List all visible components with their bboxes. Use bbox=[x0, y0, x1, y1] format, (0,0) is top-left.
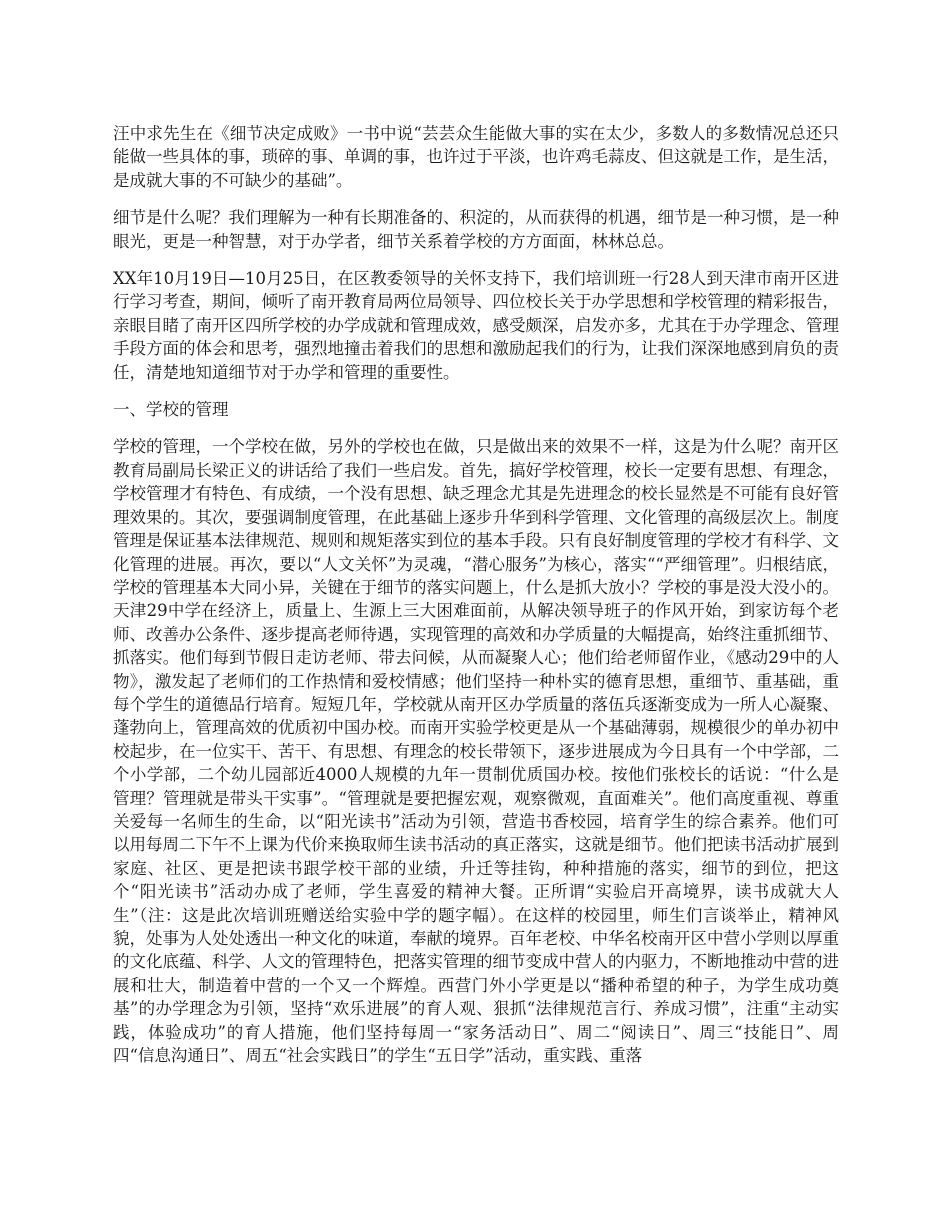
section-heading-school-management: 一、学校的管理 bbox=[113, 400, 229, 420]
paragraph-what-is-detail: 细节是什么呢？我们理解为一种有长期准备的、积淀的，从而获得的机遇，细节是一种习惯，是一种眼光，更是一种智慧，对于办学者，细节关系着学校的方方面面，林林总总。 bbox=[113, 208, 839, 251]
paragraph-school-management: 学校的管理，一个学校在做，另外的学校也在做，只是做出来的效果不一样，这是为什么呢？南开区教育局副局长梁正义的讲话给了我们一些启发。首先，搞好学校管理，校长一定要有思想、有理念，学校管理才有特色、有成绩，一个没有思想、缺乏理念尤其是先进理念的校长显然是不可能有良好管理效果的。其次，要强调制度管理，在此基础上逐步升华到科学管理、文化管理的高级层次上。制度管理是保证基本法律规范、规则和规矩落实到位的基本手段。只有良好制度管理的学校才有科学、文化管理的进展。再次，要以“人文关怀”为灵魂，“潜心服务”为核心，落实““严细管理”。归根结底，学校的管理基本大同小异，关键在于细节的落实问题上，什么是抓大放小？学校的事是没大没小的。天津29中学在经济上，质量上、生源上三大困难面前，从解决领导班子的作风开始，到家访每个老师、改善办公条件、逐步提高老师待遇，实现管理的高效和办学质量的大幅提高，始终注重抓细节、抓落实。他们每到节假日走访老师、带去问候，从而凝聚人心；他们给老师留作业，《感动29中的人物》，激发起了老师们的工作热情和爱校情感；他们坚持一种朴实的德育思想，重细节、重基础，重每个学生的道德品行培育。短短几年，学校就从南开区办学质量的落伍兵逐渐变成为一所人心凝聚、蓬勃向上，管理高效的优质初中国办校。而南开实验学校更是从一个基础薄弱，规模很少的单办初中校起步，在一位实干、苦干、有思想、有理念的校长带领下，逐步进展成为今日具有一个中学部，二个小学部，二个幼儿园部近4000人规模的九年一贯制优质国办校。按他们张校长的话说：“什么是管理？管理就是带头干实事”。“管理就是要把握宏观，观察微观，直面难关”。他们高度重视、尊重关爱每一名师生的生命，以“阳光读书”活动为引领，营造书香校园，培育学生的综合素养。他们可以用每周二下午不上课为代价来换取师生读书活动的真正落实，这就是细节。他们把读书活动扩展到家庭、社区、更是把读书跟学校干部的业绩，升迁等挂钩，种种措施的落实，细节的到位，把这个“阳光读书”活动办成了老师，学生喜爱的精神大餐。正所谓“实验启开高境界，读书成就大人生”（注：这是此次培训班赠送给实验中学的题字幅）。在这样的校园里，师生们言谈举止，精神风貌，处事为人处处透出一种文化的味道，奉献的境界。百年老校、中华名校南开区中营小学则以厚重的文化底蕴、科学、人文的管理特色，把落实管理的细节变成中营人的内驱力，不断地推动中营的进展和壮大，制造着中营的一个又一个辉煌。西营门外小学更是以“播种希望的种子，为学生成功奠基”的办学理念为引领，坚持“欢乐进展”的育人观、狠抓“法律规范言行、养成习惯”，注重“主动实践，体验成功”的育人措施，他们坚持每周一“家务活动日”、周二“阅读日”、周三“技能日”、周四“信息沟通日”、周五“社会实践日”的学生“五日学”活动，重实践、重落 bbox=[113, 437, 839, 1066]
paragraph-training-trip: XX年10月19日—10月25日，在区教委领导的关怀支持下，我们培训班一行28人到天津市南开区进行学习考查，期间，倾听了南开教育局两位局领导、四位校长关于办学思想和学校管理的精彩报告，亲眼目睹了南开区四所学校的办学成就和管理成效，感受颇深，启发亦多，尤其在于办学理念、管理手段方面的体会和思考，强烈地撞击着我们的思想和激励起我们的行为，让我们深深地感到肩负的责任，清楚地知道细节对于办学和管理的重要性。 bbox=[113, 269, 839, 382]
document-body bbox=[113, 122, 839, 1081]
paragraph-intro-quote: 汪中求先生在《细节决定成败》一书中说“芸芸众生能做大事的实在太少，多数人的多数情况总还只能做一些具体的事，琐碎的事、单调的事，也许过于平淡，也许鸡毛蒜皮、但这就是工作，是生活，是成就大事的不可缺少的基础”。 bbox=[113, 124, 839, 190]
